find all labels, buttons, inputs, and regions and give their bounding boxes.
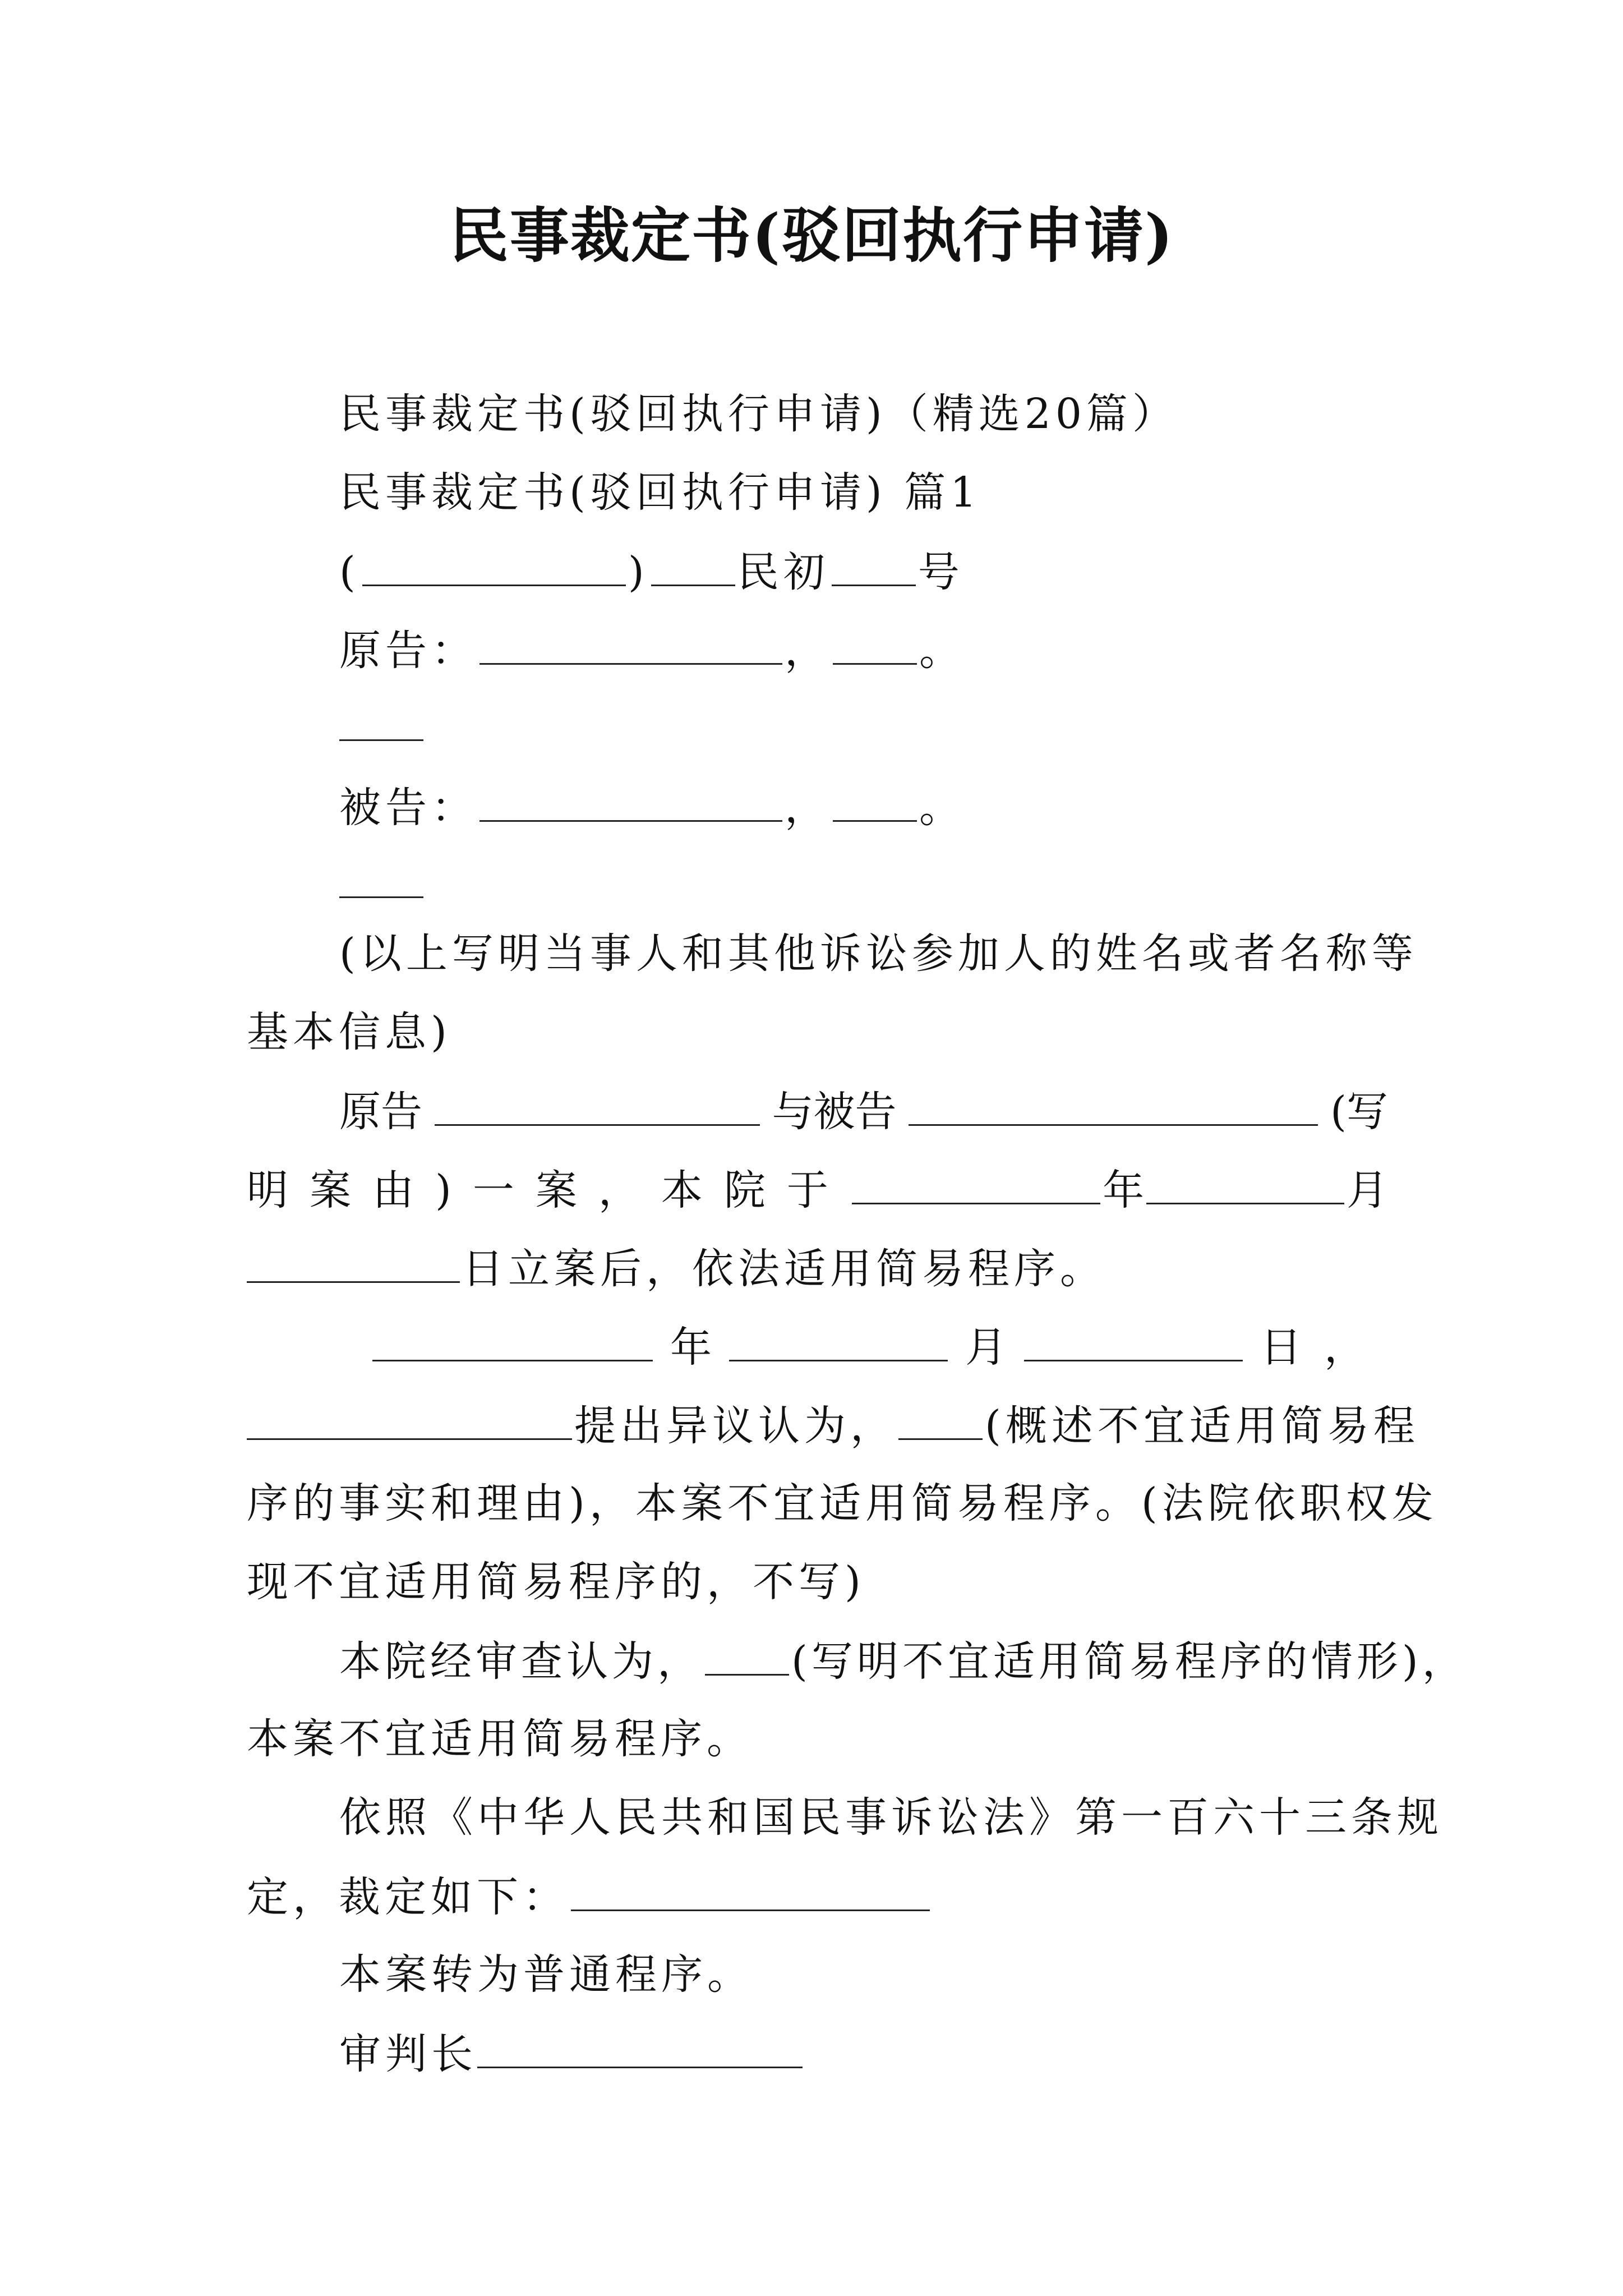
defendant-period: 。	[919, 784, 965, 832]
defendant-extra-blank	[339, 896, 423, 898]
basis-line1: 依照《中华人民共和国民事诉讼法》第一百六十三条规	[339, 1793, 1443, 1842]
filing-day-blank	[247, 1240, 460, 1283]
court-code-blank	[651, 543, 735, 586]
section-heading: 民事裁定书(驳回执行申请) 篇1	[339, 468, 981, 517]
filing-month-label: 月	[1347, 1166, 1388, 1214]
case-number-close-paren: )	[628, 548, 649, 596]
filing-year-blank	[852, 1161, 1100, 1204]
case-para-cause: 明案由)一案，本院于	[247, 1166, 850, 1214]
basis-line2	[247, 1868, 932, 1925]
case-number-open-paren: (	[339, 548, 360, 596]
case-number-line	[339, 543, 964, 600]
plaintiff-comma: ，	[785, 627, 831, 675]
objection-line2	[247, 1397, 1419, 1454]
case-para-line3	[247, 1240, 1106, 1297]
document-title: 民事裁定书(驳回执行申请)	[449, 200, 1174, 270]
defendant-line	[339, 779, 965, 836]
review-line1	[339, 1632, 1468, 1690]
objection-line3: 序的事实和理由)，本案不宜适用简易程序。(法院依职权发	[247, 1479, 1438, 1527]
defendant-comma: ，	[785, 784, 831, 832]
case-para-line2	[247, 1161, 1388, 1218]
basis-blank	[571, 1868, 930, 1911]
objection-day-label: 日，	[1260, 1323, 1388, 1372]
case-number-mid: 民初	[737, 548, 829, 596]
filing-year-label: 年	[1103, 1166, 1145, 1214]
objection-year-label: 年	[670, 1323, 712, 1372]
defendant-label: 被告：	[339, 784, 477, 832]
case-para-line1	[339, 1083, 1388, 1140]
defendant-info-blank	[833, 779, 917, 822]
review-circumstance: (写明不宜适用简易程序的情形)，	[791, 1637, 1468, 1686]
case-plaintiff-blank	[435, 1083, 760, 1126]
case-serial-blank	[832, 543, 916, 586]
party-note-line2: 基本信息)	[247, 1008, 451, 1056]
plaintiff-period: 。	[919, 627, 965, 675]
case-para-procedure: 日立案后，依法适用简易程序。	[462, 1245, 1106, 1293]
plaintiff-name-blank	[479, 622, 782, 665]
review-opinion: 本院经审查认为，	[339, 1637, 703, 1686]
objection-raised: 提出异议认为，	[574, 1402, 896, 1450]
objection-year-blank	[372, 1318, 653, 1361]
ruling-text: 本案转为普通程序。	[339, 1950, 753, 1999]
review-line2: 本案不宜适用简易程序。	[247, 1715, 753, 1763]
plaintiff-line	[339, 622, 965, 679]
plaintiff-info-blank	[833, 622, 917, 665]
objection-month-blank	[729, 1318, 948, 1361]
objection-line4: 现不宜适用简易程序的，不写)	[247, 1558, 865, 1606]
chief-judge-label: 审判长	[339, 2030, 477, 2078]
objection-reason-blank	[898, 1397, 983, 1440]
case-number-end: 号	[917, 548, 964, 596]
filing-month-blank	[1146, 1161, 1344, 1204]
objector-blank	[247, 1397, 572, 1440]
case-para-plaintiff: 原告	[339, 1088, 422, 1136]
defendant-name-blank	[479, 779, 782, 822]
case-para-defendant: 与被告	[772, 1088, 897, 1136]
case-defendant-blank	[909, 1083, 1318, 1126]
chief-judge-blank	[477, 2025, 803, 2068]
subtitle: 民事裁定书(驳回执行申请)（精选20篇）	[339, 390, 1178, 438]
plaintiff-label: 原告：	[339, 627, 477, 675]
objection-day-blank	[1024, 1318, 1243, 1361]
case-para-write: (写	[1330, 1088, 1388, 1136]
basis-ruling-intro: 定，裁定如下：	[247, 1873, 569, 1921]
objection-summary: (概述不宜适用简易程	[985, 1402, 1419, 1450]
chief-judge-line	[339, 2025, 805, 2082]
review-blank	[705, 1632, 789, 1676]
objection-month-label: 月	[965, 1323, 1007, 1372]
plaintiff-extra-blank	[339, 739, 423, 741]
objection-line1	[370, 1318, 1388, 1375]
case-year-blank	[362, 543, 626, 586]
party-note-line1: (以上写明当事人和其他诉讼参加人的姓名或者名称等	[339, 930, 1418, 978]
